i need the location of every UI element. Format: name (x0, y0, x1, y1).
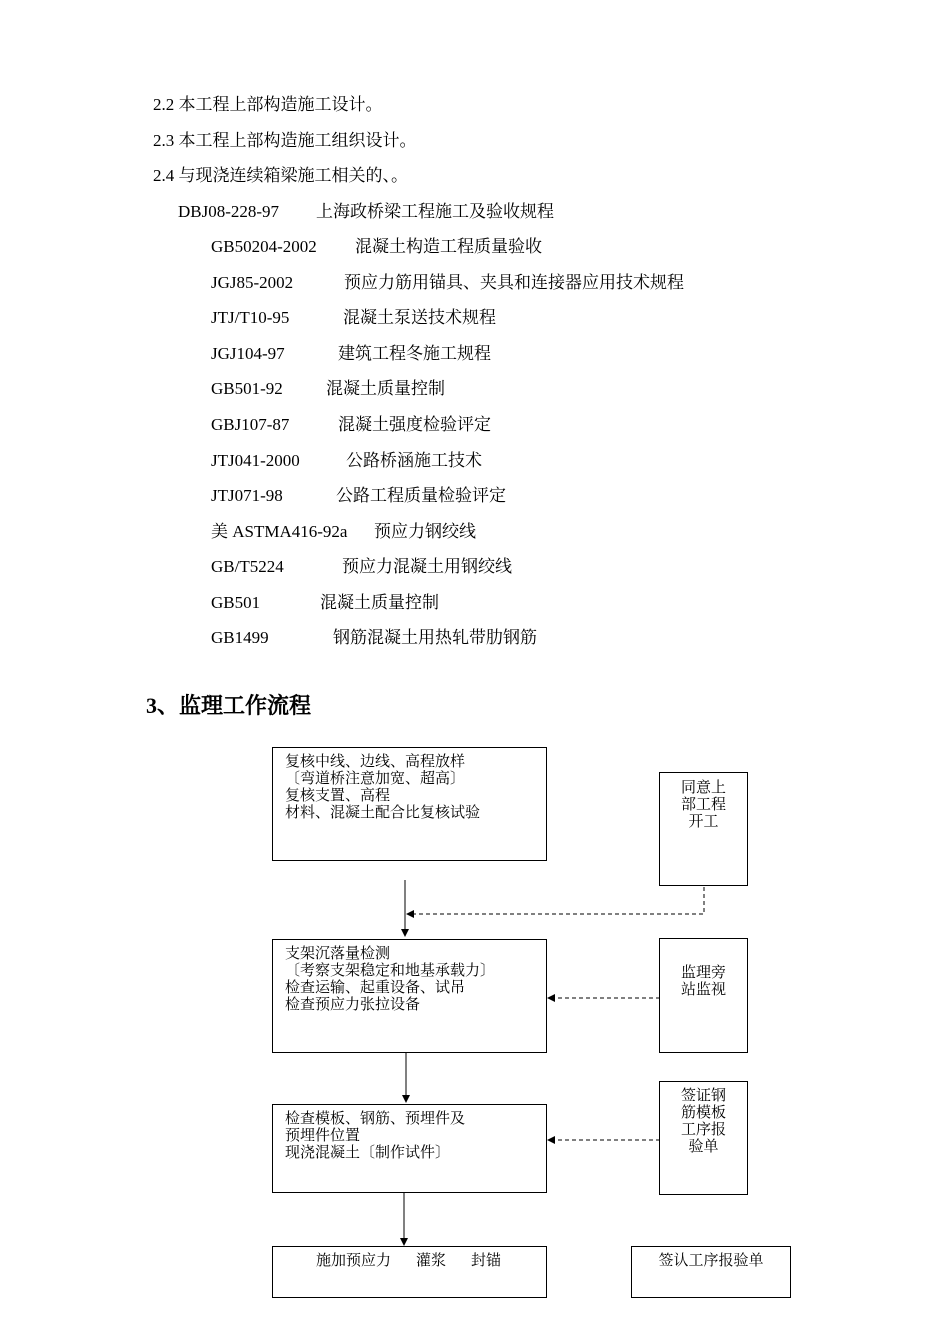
box1-line: 〔弯道桥注意加宽、超高〕 (285, 771, 466, 787)
standard-code: DBJ08-228-97 (178, 202, 280, 221)
standard-desc: 建筑工程冬施工规程 (338, 344, 491, 363)
standard-code: GB501-92 (211, 379, 283, 398)
standard-desc: 混凝土构造工程质量验收 (355, 237, 542, 256)
standard-desc: 公路工程质量检验评定 (336, 486, 506, 505)
box1-line: 材料、混凝土配合比复核试验 (285, 805, 481, 821)
standard-code: JTJ/T10-95 (211, 308, 290, 327)
standard-code: 美 ASTMA416-92a (211, 522, 348, 541)
side2-line: 站监视 (680, 982, 726, 998)
standard-code: JGJ104-97 (211, 344, 285, 363)
standard-desc: 公路桥涵施工技术 (346, 451, 482, 470)
standard-desc: 混凝土泵送技术规程 (343, 308, 496, 327)
section-heading: 3、监理工作流程 (146, 693, 312, 718)
side4-label: 签认工序报验单 (658, 1253, 764, 1269)
side3-line: 签证钢 (680, 1088, 726, 1104)
standard-code: GB501 (211, 593, 261, 612)
box2-line: 检查预应力张拉设备 (285, 997, 421, 1013)
standard-desc: 预应力混凝土用钢绞线 (342, 557, 512, 576)
standard-code: GB1499 (211, 628, 269, 647)
box2-line: 〔考察支架稳定和地基承载力〕 (285, 963, 496, 979)
side1-line: 同意上 (680, 780, 726, 796)
side1-line: 部工程 (680, 797, 726, 813)
box4-grout: 灌浆 (416, 1253, 447, 1269)
standard-code: JGJ85-2002 (211, 273, 294, 292)
side3-line: 筋模板 (680, 1105, 726, 1121)
standard-code: GB50204-2002 (211, 237, 317, 256)
standard-code: JTJ071-98 (211, 486, 283, 505)
standard-desc: 预应力筋用锚具、夹具和连接器应用技术规程 (344, 273, 684, 292)
side3-line: 工序报 (680, 1122, 726, 1138)
standard-code: GB/T5224 (211, 557, 284, 576)
side1-line: 开工 (688, 814, 719, 830)
standard-desc: 钢筋混凝土用热轧带肋钢筋 (333, 628, 537, 647)
side2-line: 监理旁 (680, 965, 726, 981)
box4-prestress: 施加预应力 (316, 1253, 392, 1269)
box3-line: 检查模板、钢筋、预埋件及 (285, 1111, 466, 1127)
box2-line: 支架沉落量检测 (285, 946, 391, 962)
box3-line: 预埋件位置 (285, 1128, 361, 1144)
box3-line: 现浇混凝土〔制作试件〕 (285, 1145, 451, 1161)
standard-desc: 混凝土强度检验评定 (338, 415, 491, 434)
standard-code: JTJ041-2000 (211, 451, 300, 470)
standard-desc: 混凝土质量控制 (326, 379, 445, 398)
box2-line: 检查运输、起重设备、试吊 (285, 980, 466, 996)
box4-anchor: 封锚 (471, 1253, 502, 1269)
standard-desc: 预应力钢绞线 (374, 522, 476, 541)
flow-box-prestress (272, 1246, 547, 1298)
item-2-2: 2.2 本工程上部构造施工设计。 (153, 95, 383, 114)
box1-line: 复核中线、边线、高程放样 (285, 754, 466, 770)
standard-desc: 混凝土质量控制 (320, 593, 439, 612)
item-2-4: 2.4 与现浇连续箱梁施工相关的、。 (153, 166, 408, 185)
standard-code: GBJ107-87 (211, 415, 290, 434)
item-2-3: 2.3 本工程上部构造施工组织设计。 (153, 131, 417, 150)
box1-line: 复核支置、高程 (285, 788, 391, 804)
side3-line: 验单 (688, 1139, 719, 1155)
standard-desc: 上海政桥梁工程施工及验收规程 (316, 202, 554, 221)
